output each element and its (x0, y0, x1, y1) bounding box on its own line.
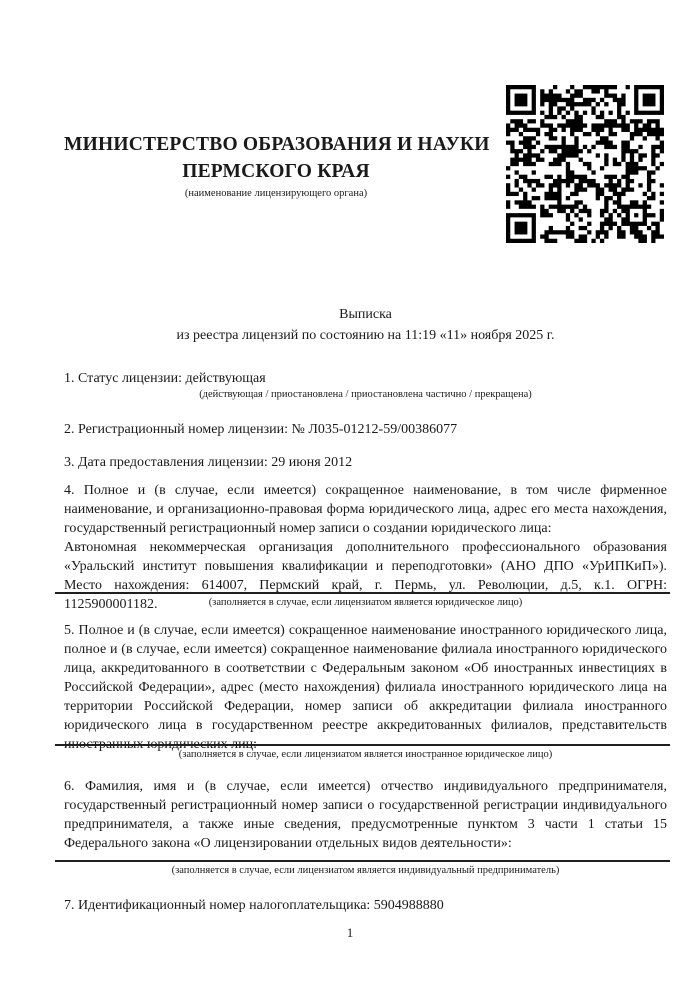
document-title-line1: Выписка (339, 307, 392, 322)
document-title (64, 304, 667, 346)
item-6-fill-line (55, 860, 670, 862)
item-6-entrepreneur-question: 6. Фамилия, имя и (в случае, если имеется) отчество индивидуального предпринимателя, государственный регистрационный номер записи о государственной регистрации индивидуального предпринимателя, а также иные сведения, предусмотренные пунктом 3 части 1 статьи 15 Федерального закона «О лицензировании отдельных видов деятельности»: (64, 779, 667, 851)
item-6-caption: (заполняется в случае, если лицензиатом является индивидуальный предприниматель) (171, 865, 560, 876)
item-5-caption: (заполняется в случае, если лицензиатом является иностранное юридическое лицо) (178, 749, 553, 760)
item-2-registration-number: 2. Регистрационный номер лицензии: № Л035-01212-59/00386077 (64, 422, 458, 437)
item-7-taxpayer-number: 7. Идентификационный номер налогоплательщика: 5904988880 (64, 898, 444, 913)
item-3-license-date: 3. Дата предоставления лицензии: 29 июня 2012 (64, 455, 353, 470)
ministry-name-line2: ПЕРМСКОГО КРАЯ (182, 161, 370, 182)
qr-code (506, 85, 664, 243)
ministry-name-line1: МИНИСТЕРСТВО ОБРАЗОВАНИЯ И НАУКИ (64, 134, 490, 155)
item-1-caption: (действующая / приостановлена / приостановлена частично / прекращена) (199, 389, 532, 400)
item-4-caption: (заполняется в случае, если лицензиатом является юридическое лицо) (208, 597, 523, 608)
item-5-foreign-entity-question: 5. Полное и (в случае, если имеется) сокращенное наименование иностранного юридического лица, полное и (в случае, если имеется) сокращенное наименование филиала иностранного юридического лица, аккредитованного в соответствии с Федеральным законом «Об иностранных инвестициях в Российской Федерации», адрес (место нахождения) филиала иностранного юридического лица на территории Российской Федерации, номер записи об аккредитации филиала иностранного юридического лица в государственном реестре аккредитованных филиалов, представительств иностранных юридических лиц: (64, 623, 667, 752)
item-4-answer: Автономная некоммерческая организация дополнительного профессионального образования «Уральский институт повышения квалификации и переподготовки» (АНО ДПО «УрИПКиП»). Место нахождения: 614007, Пермский край, г. Пермь, ул. Революции, д.5, к.1. ОГРН: 1125900001182. (64, 540, 667, 612)
item-1-license-status: 1. Статус лицензии: действующая (64, 371, 266, 386)
licensing-authority-caption: (наименование лицензирующего органа) (184, 188, 368, 199)
page-number: 1 (346, 925, 354, 940)
item-4-question: 4. Полное и (в случае, если имеется) сокращенное наименование, в том числе фирменное наименование, и организационно-правовая форма юридического лица, адрес его места нахождения, государственный регистрационный номер записи о создании юридического лица: (64, 483, 667, 536)
item-4-legal-entity (64, 481, 667, 614)
licensing-authority-header (64, 131, 488, 200)
item-4-fill-line (55, 592, 670, 594)
item-5-fill-line (55, 744, 670, 746)
document-title-line2: из реестра лицензий по состоянию на 11:19 «11» ноября 2025 г. (176, 328, 555, 343)
